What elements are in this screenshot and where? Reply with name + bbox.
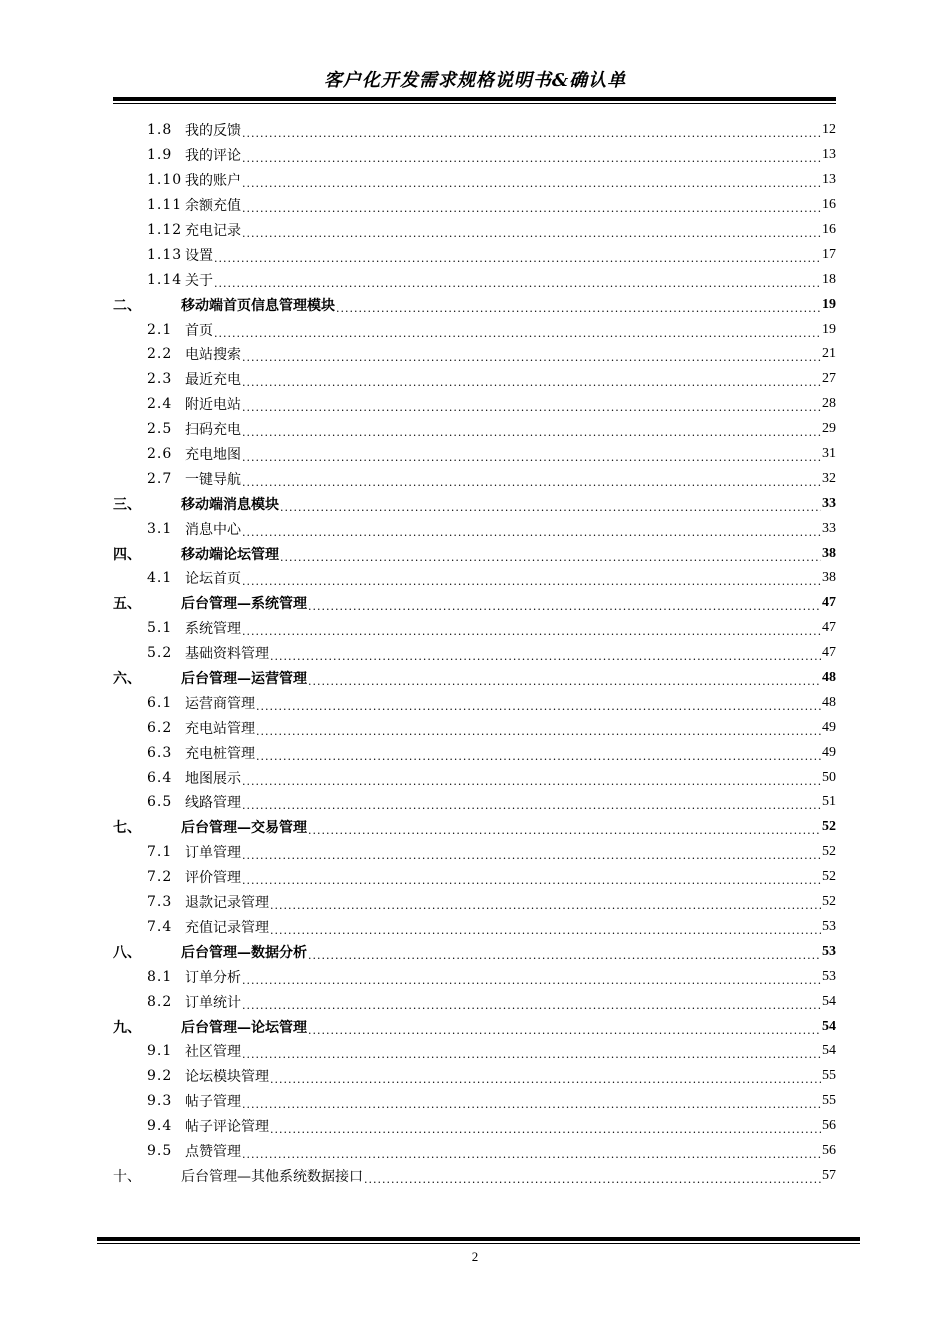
- toc-dot-leader: [280, 499, 821, 515]
- toc-entry[interactable]: [113, 939, 836, 964]
- toc-dot-leader: [256, 698, 821, 714]
- toc-entry[interactable]: [113, 765, 836, 790]
- toc-entry-page: 52: [822, 894, 836, 910]
- toc-dot-leader: [270, 897, 821, 913]
- toc-entry[interactable]: [113, 1163, 836, 1188]
- toc-entry-page: 13: [822, 147, 836, 163]
- toc-entry-number: 2.1: [147, 321, 173, 338]
- header-title: 客户化开发需求规格说明书&确认单: [323, 70, 627, 91]
- toc-entry-number: 3.1: [147, 520, 173, 537]
- toc-entry-title: 评价管理: [185, 870, 241, 887]
- toc-dot-leader: [364, 1171, 821, 1187]
- toc-dot-leader: [242, 797, 821, 813]
- toc-entry[interactable]: [113, 516, 836, 541]
- toc-entry-title: 系统管理: [185, 621, 241, 638]
- toc-entry[interactable]: [113, 491, 836, 516]
- toc-entry-number: 9.1: [147, 1043, 173, 1060]
- toc-entry-number: 5.1: [147, 620, 173, 637]
- toc-entry[interactable]: [113, 666, 836, 691]
- toc-dot-leader: [242, 200, 821, 216]
- toc-entry-number: 9.2: [147, 1068, 173, 1085]
- toc-dot-leader: [242, 872, 821, 888]
- toc-entry-page: 54: [822, 1043, 836, 1059]
- toc-dot-leader: [214, 275, 821, 291]
- toc-entry-number: 6.3: [147, 744, 173, 761]
- toc-entry-number: 6.4: [147, 769, 173, 786]
- toc-entry-page: 33: [822, 520, 836, 536]
- toc-dot-leader: [242, 997, 821, 1013]
- toc-entry[interactable]: [113, 367, 836, 392]
- toc-entry[interactable]: [113, 417, 836, 442]
- toc-dot-leader: [270, 1071, 821, 1087]
- toc-entry-page: 54: [822, 1018, 836, 1034]
- toc-entry-number: 2.2: [147, 346, 173, 363]
- toc-entry-title: 充电地图: [185, 447, 241, 464]
- toc-entry[interactable]: [113, 616, 836, 641]
- toc-entry[interactable]: [113, 267, 836, 292]
- header-rule: [113, 97, 836, 101]
- toc-dot-leader: [336, 300, 821, 316]
- toc-entry-title: 余额充值: [185, 198, 241, 215]
- toc-entry-title: 社区管理: [185, 1044, 241, 1061]
- toc-dot-leader: [308, 673, 821, 689]
- toc-entry-title: 我的评论: [185, 148, 241, 165]
- toc-dot-leader: [242, 1146, 821, 1162]
- toc-entry-title: 移动端论坛管理: [181, 546, 279, 563]
- toc-entry-title: 首页: [185, 322, 213, 339]
- toc-entry-page: 56: [822, 1142, 836, 1158]
- toc-entry-title: 一键导航: [185, 471, 241, 488]
- toc-entry-page: 48: [822, 694, 836, 710]
- toc-entry-page: 16: [822, 197, 836, 213]
- toc-dot-leader: [270, 1121, 821, 1137]
- toc-entry-title: 点赞管理: [185, 1143, 241, 1160]
- toc-dot-leader: [242, 125, 821, 141]
- toc-entry[interactable]: [113, 641, 836, 666]
- toc-entry[interactable]: [113, 143, 836, 168]
- toc-entry-title: 退款记录管理: [185, 895, 269, 912]
- toc-entry-number: 1.8: [147, 122, 173, 139]
- toc-entry-number: 三、: [113, 496, 141, 513]
- toc-entry-title: 移动端消息模块: [181, 496, 279, 513]
- toc-entry[interactable]: [113, 566, 836, 591]
- page-number: 2: [471, 1249, 479, 1264]
- toc-dot-leader: [214, 250, 821, 266]
- toc-entry[interactable]: [113, 392, 836, 417]
- toc-entry-page: 12: [822, 122, 836, 138]
- toc-entry-page: 47: [822, 620, 836, 636]
- toc-dot-leader: [242, 524, 821, 540]
- toc-entry-number: 1.11: [147, 197, 183, 214]
- toc-entry-page: 31: [822, 446, 836, 462]
- toc-dot-leader: [270, 922, 821, 938]
- toc-entry-number: 五、: [113, 596, 141, 613]
- toc-entry-page: 21: [822, 346, 836, 362]
- toc-entry-title: 充电记录: [185, 223, 241, 239]
- toc-dot-leader: [242, 175, 821, 191]
- toc-entry-number: 8.2: [147, 993, 173, 1010]
- toc-entry[interactable]: [113, 442, 836, 467]
- toc-entry[interactable]: [113, 218, 836, 243]
- toc-entry[interactable]: [113, 541, 836, 566]
- toc-entry-page: 17: [822, 246, 836, 262]
- toc-dot-leader: [270, 648, 821, 664]
- toc-entry[interactable]: [113, 865, 836, 890]
- toc-entry[interactable]: [113, 715, 836, 740]
- toc-entry-number: 2.7: [147, 470, 173, 487]
- toc-entry-page: 38: [822, 545, 836, 561]
- toc-entry-page: 47: [822, 595, 836, 611]
- toc-entry-number: 7.2: [147, 869, 173, 886]
- toc-dot-leader: [242, 474, 821, 490]
- toc-entry-page: 52: [822, 819, 836, 835]
- toc-entry-number: 6.2: [147, 719, 173, 736]
- toc-entry-title: 论坛首页: [185, 571, 241, 588]
- toc-entry-title: 附近电站: [185, 397, 241, 414]
- toc-dot-leader: [242, 972, 821, 988]
- toc-dot-leader: [214, 325, 821, 341]
- toc-entry-number: 8.1: [147, 968, 173, 985]
- toc-entry-page: 57: [822, 1167, 836, 1183]
- toc-entry-number: 2.3: [147, 371, 173, 388]
- toc-entry-page: 48: [822, 670, 836, 686]
- toc-dot-leader: [242, 225, 821, 241]
- toc-entry-page: 51: [822, 794, 836, 810]
- toc-dot-leader: [242, 424, 821, 440]
- toc-entry-title: 订单管理: [185, 845, 241, 862]
- toc-dot-leader: [242, 449, 821, 465]
- toc-entry[interactable]: [113, 890, 836, 915]
- toc-dot-leader: [242, 773, 821, 789]
- footer-rule: [97, 1237, 860, 1241]
- toc-entry[interactable]: [113, 118, 836, 143]
- toc-entry[interactable]: [113, 591, 836, 616]
- toc-entry[interactable]: [113, 193, 836, 218]
- toc-entry-number: 十、: [113, 1168, 141, 1185]
- toc-entry-page: 55: [822, 1093, 836, 1109]
- toc-dot-leader: [242, 150, 821, 166]
- toc-entry-page: 53: [822, 968, 836, 984]
- table-of-contents: [113, 118, 836, 1188]
- toc-entry-page: 19: [822, 296, 836, 312]
- toc-entry-title: 帖子评论管理: [185, 1119, 269, 1136]
- toc-dot-leader: [308, 947, 821, 963]
- toc-dot-leader: [308, 598, 821, 614]
- toc-dot-leader: [256, 723, 821, 739]
- toc-entry-page: 49: [822, 744, 836, 760]
- toc-entry-title: 后台管理—其他系统数据接口: [181, 1168, 363, 1185]
- toc-entry-title: 最近充电: [185, 372, 241, 389]
- toc-entry-title: 后台管理—数据分析: [181, 944, 307, 961]
- toc-dot-leader: [308, 1022, 821, 1038]
- toc-entry-number: 5.2: [147, 645, 173, 662]
- toc-entry-number: 1.14: [147, 271, 183, 288]
- toc-entry-title: 充电桩管理: [185, 745, 255, 762]
- toc-entry-title: 我的账户: [185, 173, 241, 190]
- toc-entry-title: 设置: [185, 247, 213, 264]
- toc-entry-page: 50: [822, 769, 836, 785]
- toc-entry-number: 八、: [113, 944, 141, 961]
- toc-entry-number: 7.4: [147, 918, 173, 935]
- toc-entry[interactable]: [113, 1114, 836, 1139]
- toc-dot-leader: [308, 822, 821, 838]
- toc-entry[interactable]: [113, 690, 836, 715]
- toc-entry-title: 充值记录管理: [185, 919, 269, 936]
- toc-entry[interactable]: [113, 840, 836, 865]
- header-rule-thin: [113, 103, 836, 104]
- toc-entry-number: 9.3: [147, 1093, 173, 1110]
- toc-entry-page: 32: [822, 470, 836, 486]
- toc-entry[interactable]: [113, 342, 836, 367]
- toc-entry-title: 后台管理—系统管理: [181, 596, 307, 613]
- toc-entry-title: 关于: [185, 272, 213, 289]
- toc-entry-number: 四、: [113, 546, 141, 563]
- toc-entry-title: 订单分析: [185, 969, 241, 986]
- toc-entry-title: 后台管理—论坛管理: [181, 1019, 307, 1036]
- toc-entry-number: 六、: [113, 671, 141, 688]
- toc-entry-number: 2.4: [147, 396, 173, 413]
- toc-entry-page: 49: [822, 719, 836, 735]
- toc-entry[interactable]: [113, 1014, 836, 1039]
- toc-entry[interactable]: [113, 915, 836, 940]
- toc-entry-number: 7.1: [147, 844, 173, 861]
- toc-entry-number: 9.5: [147, 1142, 173, 1159]
- toc-entry-page: 52: [822, 844, 836, 860]
- toc-entry-page: 38: [822, 570, 836, 586]
- toc-entry-page: 19: [822, 321, 836, 337]
- toc-entry[interactable]: [113, 466, 836, 491]
- toc-entry[interactable]: [113, 964, 836, 989]
- toc-entry-number: 1.12: [147, 222, 183, 238]
- toc-dot-leader: [242, 1046, 821, 1062]
- toc-dot-leader: [242, 374, 821, 390]
- toc-entry-page: 29: [822, 421, 836, 437]
- toc-entry-page: 56: [822, 1118, 836, 1134]
- toc-dot-leader: [242, 573, 821, 589]
- toc-entry[interactable]: [113, 989, 836, 1014]
- toc-entry-title: 论坛模块管理: [185, 1069, 269, 1086]
- toc-entry-page: 55: [822, 1068, 836, 1084]
- toc-entry-title: 电站搜索: [185, 347, 241, 364]
- toc-entry-page: 27: [822, 371, 836, 387]
- toc-entry-number: 二、: [113, 297, 141, 314]
- toc-entry-title: 订单统计: [185, 994, 241, 1011]
- toc-entry-title: 运营商管理: [185, 695, 255, 712]
- toc-entry-page: 54: [822, 993, 836, 1009]
- toc-entry-number: 4.1: [147, 570, 173, 587]
- toc-entry-page: 28: [822, 396, 836, 412]
- toc-entry-number: 2.5: [147, 421, 173, 438]
- toc-entry-title: 充电站管理: [185, 720, 255, 737]
- toc-entry-number: 1.13: [147, 246, 183, 263]
- toc-entry[interactable]: [113, 815, 836, 840]
- toc-entry[interactable]: [113, 1139, 836, 1164]
- toc-entry-page: 13: [822, 172, 836, 188]
- toc-entry-number: 9.4: [147, 1118, 173, 1135]
- toc-entry-number: 1.10: [147, 172, 183, 189]
- toc-entry-number: 7.3: [147, 894, 173, 911]
- toc-entry[interactable]: [113, 317, 836, 342]
- toc-entry[interactable]: [113, 1089, 836, 1114]
- toc-entry-number: 九、: [113, 1019, 141, 1036]
- toc-entry-title: 消息中心: [185, 521, 241, 538]
- toc-entry-number: 七、: [113, 820, 141, 837]
- toc-entry-page: 47: [822, 645, 836, 661]
- toc-dot-leader: [242, 847, 821, 863]
- toc-entry-title: 地图展示: [185, 770, 241, 787]
- toc-dot-leader: [242, 349, 821, 365]
- toc-dot-leader: [256, 748, 821, 764]
- toc-entry-title: 帖子管理: [185, 1094, 241, 1111]
- toc-entry[interactable]: [113, 242, 836, 267]
- toc-entry-title: 后台管理—交易管理: [181, 820, 307, 837]
- toc-entry-page: 18: [822, 271, 836, 287]
- toc-dot-leader: [242, 623, 821, 639]
- toc-entry-page: 53: [822, 943, 836, 959]
- toc-entry-number: 1.9: [147, 147, 173, 164]
- toc-entry-number: 2.6: [147, 446, 173, 463]
- toc-dot-leader: [242, 399, 821, 415]
- toc-entry[interactable]: [113, 168, 836, 193]
- toc-entry-title: 扫码充电: [185, 422, 241, 439]
- toc-entry[interactable]: [113, 740, 836, 765]
- toc-entry[interactable]: [113, 1064, 836, 1089]
- toc-entry-title: 基础资料管理: [185, 646, 269, 663]
- toc-entry-number: 6.1: [147, 694, 173, 711]
- toc-entry[interactable]: [113, 790, 836, 815]
- toc-entry-page: 52: [822, 869, 836, 885]
- toc-dot-leader: [242, 1096, 821, 1112]
- toc-entry-title: 移动端首页信息管理模块: [181, 297, 335, 314]
- toc-dot-leader: [280, 549, 821, 565]
- toc-entry-title: 后台管理—运营管理: [181, 671, 307, 688]
- toc-entry-page: 33: [822, 495, 836, 511]
- toc-entry-title: 我的反馈: [185, 123, 241, 140]
- toc-entry-number: 6.5: [147, 794, 173, 811]
- toc-entry-page: 53: [822, 918, 836, 934]
- toc-entry-page: 16: [822, 222, 836, 237]
- toc-entry[interactable]: [113, 1039, 836, 1064]
- toc-entry-title: 线路管理: [185, 795, 241, 812]
- toc-entry[interactable]: [113, 292, 836, 317]
- footer-rule-thin: [97, 1243, 860, 1244]
